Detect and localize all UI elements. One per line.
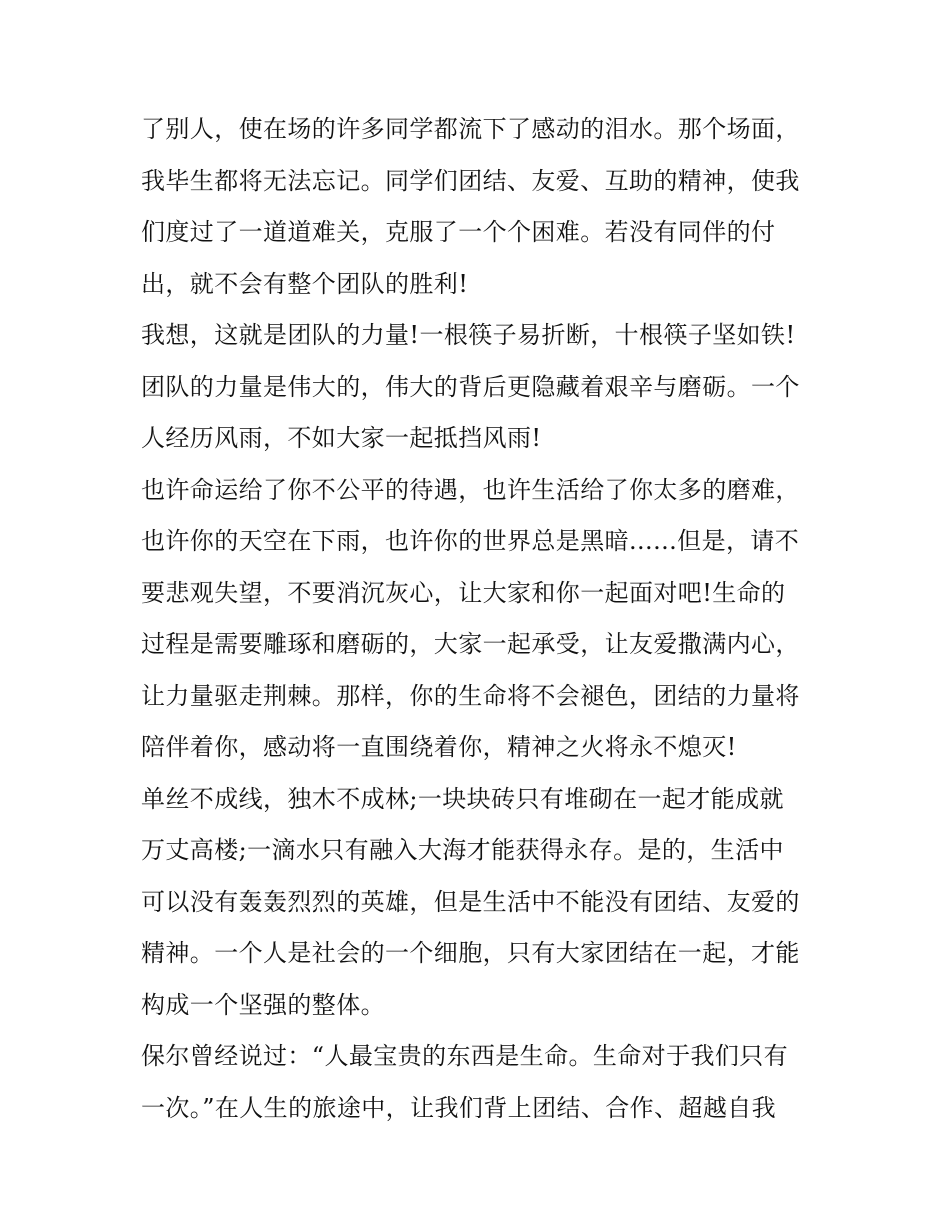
body-text xyxy=(141,104,821,1134)
text-line: 万丈高楼;一滴水只有融入大海才能获得永存。是的，生活中 xyxy=(141,836,784,864)
text-line: 单丝不成线，独木不成林;一块块砖只有堆砌在一起才能成就 xyxy=(141,784,784,813)
text-line: 精神。一个人是社会的一个细胞，只有大家团结在一起，才能 xyxy=(141,939,800,967)
text-line: 们度过了一道道难关，克服了一个个困难。若没有同伴的付 xyxy=(141,218,776,246)
text-line: 要悲观失望，不要消沉灰心，让大家和你一起面对吧!生命的 xyxy=(141,578,786,607)
text-line: 一次。”在人生的旅途中，让我们背上团结、合作、超越自我 xyxy=(141,1093,777,1122)
text-line: 也许命运给了你不公平的待遇，也许生活给了你太多的磨难， xyxy=(141,475,800,504)
text-line: 可以没有轰轰烈烈的英雄，但是生活中不能没有团结、友爱的 xyxy=(141,887,800,916)
text-line: 我毕生都将无法忘记。同学们团结、友爱、互助的精神，使我 xyxy=(141,166,800,195)
text-line: 出，就不会有整个团队的胜利! xyxy=(141,269,469,298)
text-line: 人经历风雨，不如大家一起抵挡风雨! xyxy=(141,424,542,452)
text-line: 构成一个坚强的整体。 xyxy=(141,990,385,1019)
text-line: 团队的力量是伟大的，伟大的背后更隐藏着艰辛与磨砺。一个 xyxy=(141,372,800,401)
text-line: 我想，这就是团队的力量!一根筷子易折断，十根筷子坚如铁! xyxy=(141,321,796,349)
text-line: 让力量驱走荆棘。那样，你的生命将不会褪色，团结的力量将 xyxy=(141,681,800,710)
text-line: 过程是需要雕琢和磨砺的，大家一起承受，让友爱撒满内心， xyxy=(141,630,800,658)
text-line: 保尔曾经说过：“人最宝贵的东西是生命。生命对于我们只有 xyxy=(141,1042,789,1070)
text-line: 也许你的天空在下雨，也许你的世界总是黑暗......但是，请不 xyxy=(141,527,800,555)
text-line: 了别人，使在场的许多同学都流下了感动的泪水。那个场面， xyxy=(141,115,800,143)
text-line: 陪伴着你，感动将一直围绕着你，精神之火将永不熄灭! xyxy=(141,733,737,761)
